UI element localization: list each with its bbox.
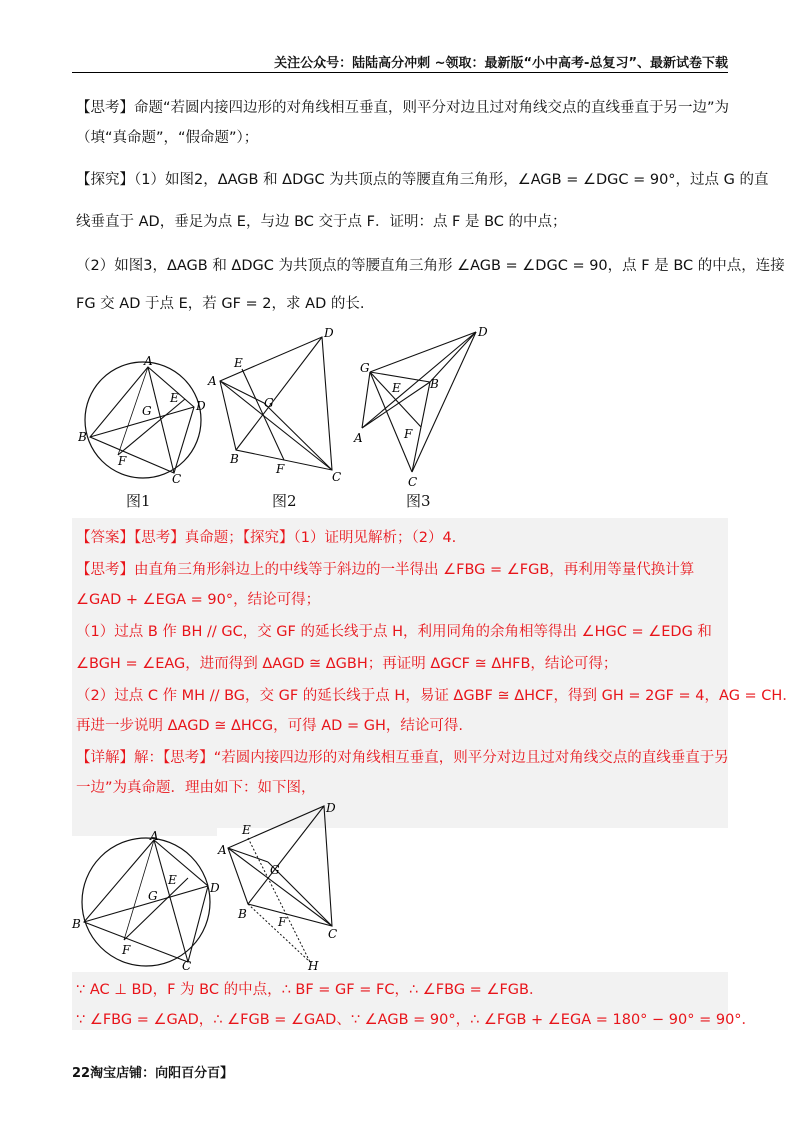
fig5-label-d: D xyxy=(326,801,336,815)
fig5-label-h: H xyxy=(308,959,319,973)
fig1-label-b: B xyxy=(78,430,87,444)
answer-line-6: （2）过点 C 作 MH // BG，交 GF 的延长线于点 H，易证 ΔGBF ≅ ΔHCF，得到 GH = 2GF = 4，AG = CH． xyxy=(76,688,797,704)
fig1-label-c: C xyxy=(172,472,182,485)
answer-line-7: 再进一步说明 ΔAGD ≅ ΔHCG，可得 AD = GH，结论可得. xyxy=(76,718,463,734)
fig5-label-a: A xyxy=(218,843,227,857)
answer-line-4: （1）过点 B 作 BH // GC，交 GF 的延长线于点 H，利用同角的余角相等得出 ∠HGC = ∠EDG 和 xyxy=(76,624,712,640)
figure-5-diagram xyxy=(216,798,346,974)
fig4-label-f: F xyxy=(122,943,131,957)
figure-3-caption: 图3 xyxy=(406,492,431,510)
answer-line-8: 【详解】解：【思考】“若圆内接四边形的对角线相互垂直，则平分对边且过对角线交点的直线垂直于另 xyxy=(76,750,729,766)
fig5-label-f: F xyxy=(278,915,287,929)
figure-2-caption: 图2 xyxy=(272,492,297,510)
fig4-label-g: G xyxy=(148,889,158,903)
problem-line-5: （2）如图3，ΔAGB 和 ΔDGC 为共顶点的等腰直角三角形 ∠AGB = ∠DGC = 90，点 F 是 BC 的中点，连接 xyxy=(76,258,785,274)
answer-line-11: ∵ ∠FBG = ∠GAD，∴ ∠FGB = ∠GAD、∵ ∠AGB = 90°，∴ ∠FGB + ∠EGA = 180° − 90° = 90°． xyxy=(76,1012,757,1028)
answer-line-10: ∵ AC ⊥ BD，F 为 BC 的中点，∴ BF = GF = FC，∴ ∠FBG = ∠FGB． xyxy=(76,982,544,998)
fig4-label-e: E xyxy=(168,873,177,887)
problem-line-6: FG 交 AD 于点 E，若 GF = 2，求 AD 的长. xyxy=(76,296,365,312)
fig2-label-c: C xyxy=(332,470,342,484)
figure-3-diagram xyxy=(352,320,492,488)
fig3-label-b: B xyxy=(430,377,439,391)
fig5-label-b: B xyxy=(238,907,247,921)
fig3-label-a: A xyxy=(354,431,363,445)
answer-line-9: 一边”为真命题．理由如下：如下图， xyxy=(76,780,316,796)
fig1-label-e: E xyxy=(170,391,179,405)
answer-line-5: ∠BGH = ∠EAG，进而得到 ΔAGD ≅ ΔGBH；再证明 ΔGCF ≅ ΔHFB，结论可得； xyxy=(76,656,618,672)
fig5-label-e: E xyxy=(242,823,251,837)
fig2-label-b: B xyxy=(230,452,239,466)
fig3-label-g: G xyxy=(360,361,370,375)
figure-4-diagram xyxy=(70,830,220,972)
fig2-label-d: D xyxy=(324,326,334,340)
fig2-label-a: A xyxy=(208,374,217,388)
problem-line-3: 【探究】（1）如图2，ΔAGB 和 ΔDGC 为共顶点的等腰直角三角形，∠AGB = ∠DGC = 90°，过点 G 的直 xyxy=(76,172,769,188)
problem-line-2: （填“真命题”，“假命题”）； xyxy=(76,130,259,146)
fig4-label-c: C xyxy=(182,959,192,972)
fig3-label-f: F xyxy=(404,427,413,441)
fig4-label-b: B xyxy=(72,917,81,931)
fig1-label-d: D xyxy=(196,399,206,413)
fig2-label-f: F xyxy=(276,462,285,476)
page-header: 关注公众号：陆陆高分冲刺 ~领取：最新版“小中高考-总复习”、最新试卷下载 xyxy=(72,52,728,73)
figure-1-caption: 图1 xyxy=(126,492,151,510)
fig1-label-g: G xyxy=(142,404,152,418)
fig4-label-a: A xyxy=(150,830,159,843)
fig2-label-e: E xyxy=(234,356,243,370)
fig1-label-a: A xyxy=(144,355,153,368)
fig1-label-f: F xyxy=(118,454,127,468)
fig4-label-d: D xyxy=(210,881,220,895)
problem-line-4: 线垂直于 AD，垂足为点 E，与边 BC 交于点 F．证明：点 F 是 BC 的中点； xyxy=(76,214,567,230)
figure-2-diagram xyxy=(204,325,344,485)
answer-line-1: 【答案】【思考】真命题；【探究】（1）证明见解析；（2）4. xyxy=(76,530,457,546)
fig3-label-c: C xyxy=(408,475,418,488)
fig5-label-g: G xyxy=(270,863,280,877)
figure-1-diagram xyxy=(78,355,208,485)
answer-line-2: 【思考】由直角三角形斜边上的中线等于斜边的一半得出 ∠FBG = ∠FGB，再利用等量代换计算 xyxy=(76,562,695,578)
fig3-label-e: E xyxy=(392,381,401,395)
page-footer: 22淘宝店铺：向阳百分百】 xyxy=(72,1066,234,1081)
fig2-label-g: G xyxy=(264,396,274,410)
answer-line-3: ∠GAD + ∠EGA = 90°，结论可得； xyxy=(76,592,321,608)
problem-line-1: 【思考】命题“若圆内接四边形的对角线相互垂直，则平分对边且过对角线交点的直线垂直于另一边”为 xyxy=(76,100,730,116)
fig3-label-d: D xyxy=(478,325,488,339)
fig5-label-c: C xyxy=(328,927,338,941)
